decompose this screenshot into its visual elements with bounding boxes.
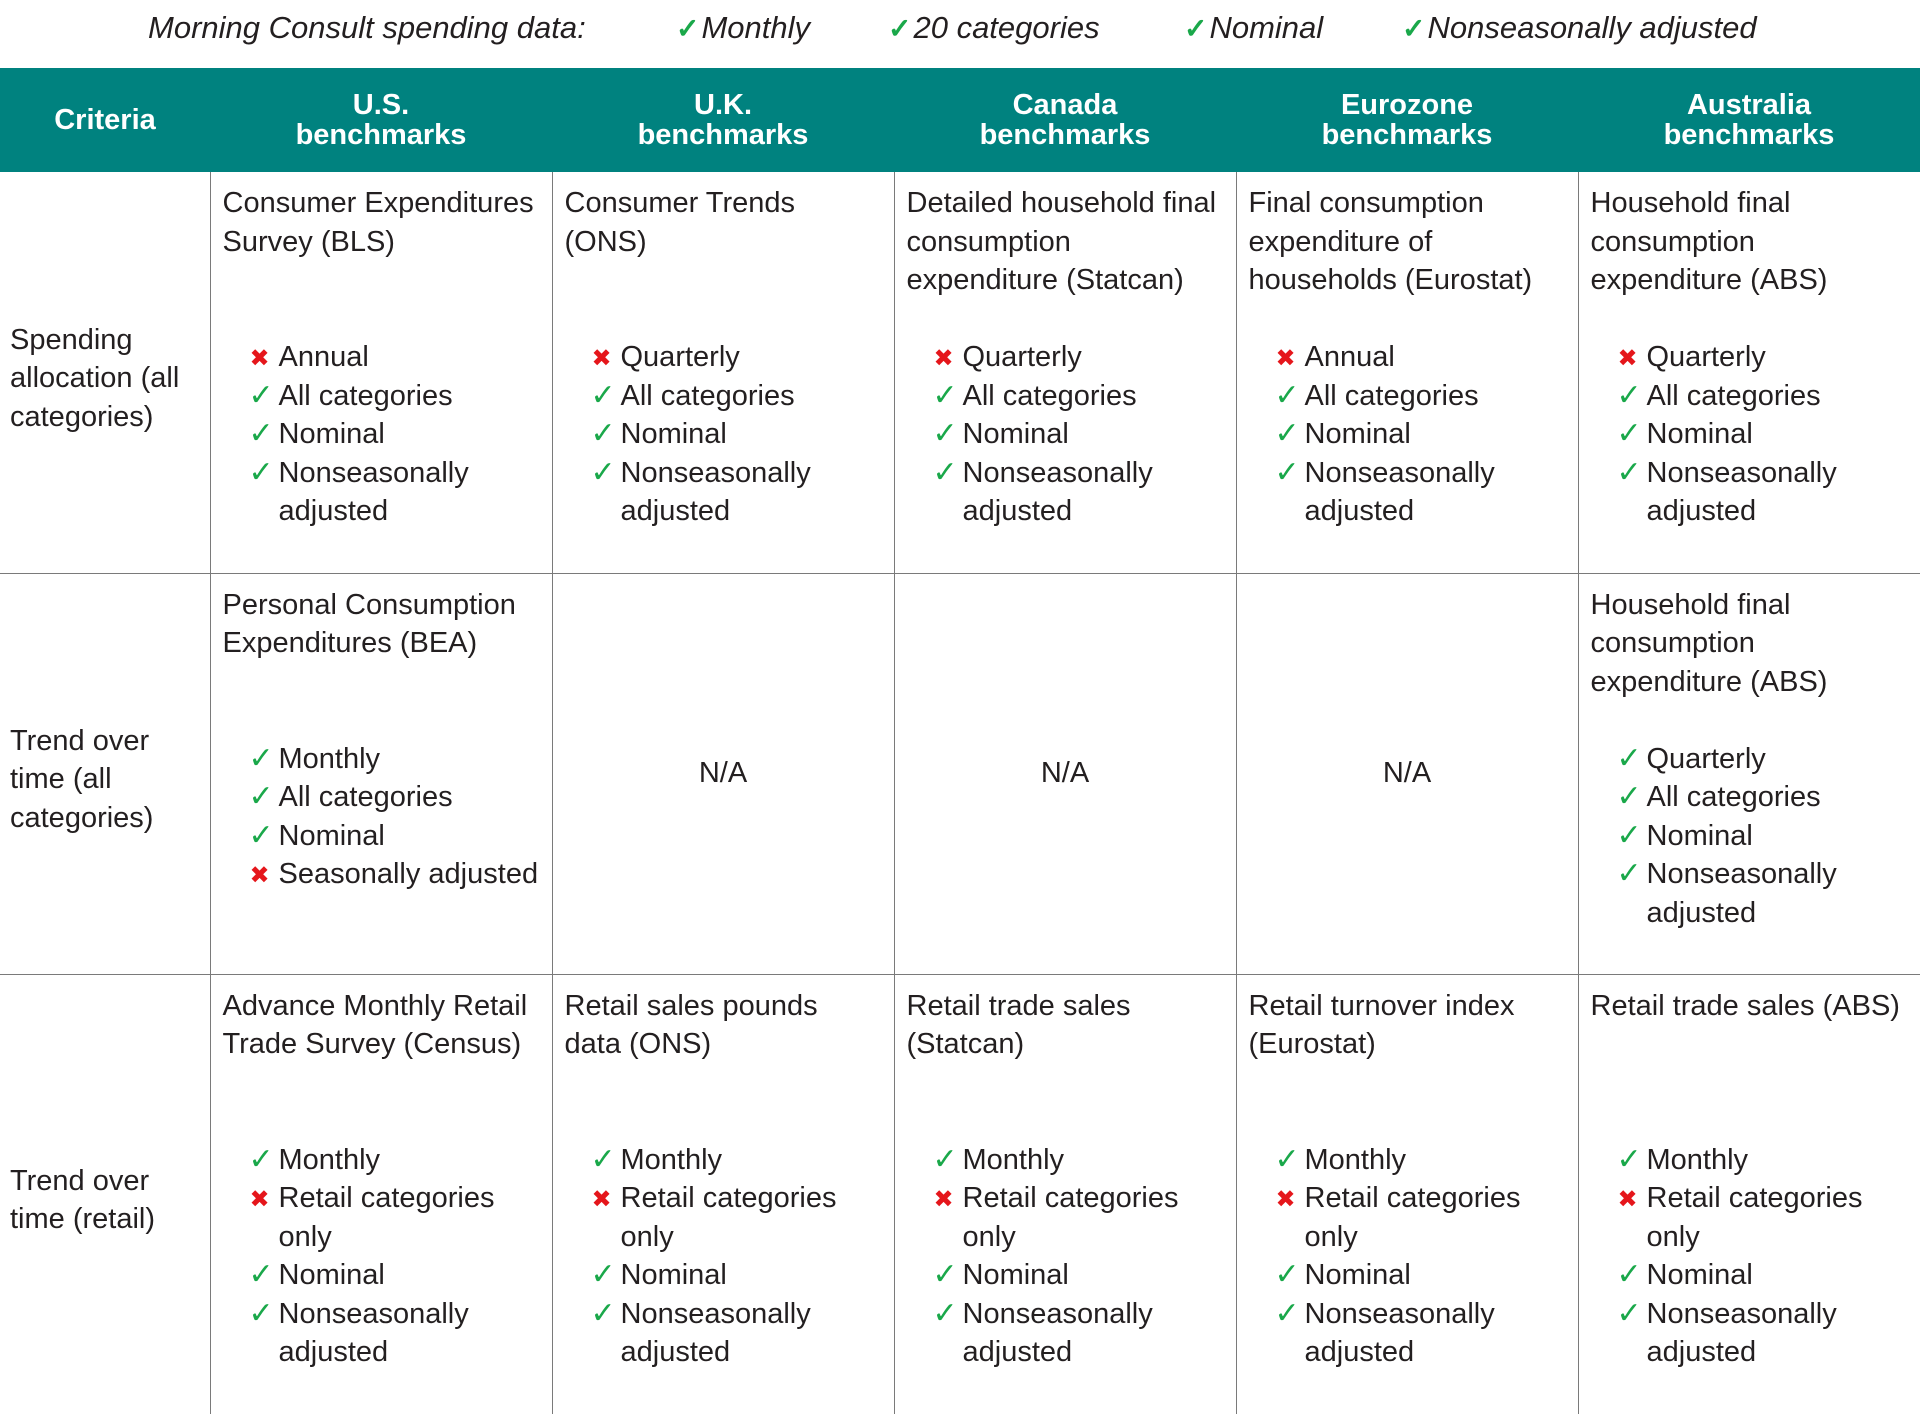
benchmark-source: Retail trade sales (Statcan) [906, 989, 1131, 1060]
check-icon: ✓ [932, 1142, 958, 1176]
feature-label: Retail categories only [278, 1182, 495, 1253]
benchmark-cell [210, 573, 552, 974]
benchmark-cell [1236, 172, 1578, 573]
feature-label: Nonseasonally adjusted [620, 1297, 811, 1368]
check-icon: ✓ [1616, 417, 1642, 450]
check-icon: ✓ [590, 417, 616, 450]
check-icon: ✓ [248, 780, 274, 813]
legend-label: Morning Consult spending data: [148, 10, 586, 45]
check-icon: ✓ [1274, 378, 1300, 412]
header-canada: Canada benchmarks [894, 68, 1236, 172]
header-uk: U.K. benchmarks [552, 68, 894, 172]
check-icon: ✓ [932, 378, 958, 412]
feature-label: Monthly [1304, 1143, 1407, 1176]
feature-item [565, 1256, 882, 1295]
benchmark-cell [1236, 974, 1578, 1414]
cross-icon: ✖ [933, 345, 954, 372]
feature-item [565, 454, 882, 531]
feature-item [565, 415, 882, 454]
benchmark-cell [552, 974, 894, 1414]
feature-item [223, 1141, 540, 1180]
feature-item [223, 855, 540, 894]
feature-item [907, 1141, 1224, 1180]
feature-item [1591, 415, 1909, 454]
feature-label: All categories [1646, 781, 1821, 813]
check-icon: ✓ [248, 417, 274, 450]
feature-label: Monthly [1646, 1143, 1749, 1176]
benchmark-source: Consumer Expenditures Survey (BLS) [222, 187, 534, 258]
feature-label: Retail categories only [1304, 1182, 1521, 1253]
check-icon: ✓ [248, 1142, 274, 1176]
check-icon: ✓ [888, 13, 912, 44]
feature-label: Nominal [1646, 819, 1753, 852]
check-icon: ✓ [1616, 1296, 1642, 1330]
benchmark-cell [210, 974, 552, 1414]
feature-label: Nominal [278, 418, 385, 450]
feature-label: Nominal [620, 1259, 727, 1291]
legend [0, 0, 1920, 68]
feature-label: Quarterly [962, 341, 1082, 373]
feature-item [1249, 1256, 1566, 1295]
check-icon: ✓ [1616, 780, 1642, 813]
benchmark-source: Household final consumption expenditure (ABS) [1590, 187, 1828, 296]
feature-item [1249, 1179, 1566, 1256]
feature-label: All categories [620, 379, 795, 412]
feature-item [1591, 1295, 1909, 1372]
feature-item [1249, 1141, 1566, 1180]
benchmark-source: Consumer Trends (ONS) [564, 187, 795, 258]
feature-item [565, 1295, 882, 1372]
header-eurozone: Eurozone benchmarks [1236, 68, 1578, 172]
feature-item [907, 415, 1224, 454]
feature-item [565, 338, 882, 377]
cross-icon: ✖ [933, 1186, 954, 1213]
feature-label: All categories [962, 379, 1137, 412]
na-cell: N/A [552, 573, 894, 974]
check-icon: ✓ [248, 818, 274, 852]
benchmark-cell [1578, 573, 1920, 974]
feature-item [1591, 1179, 1909, 1256]
feature-label: Nonseasonally adjusted [962, 1297, 1153, 1368]
cross-icon: ✖ [1617, 1186, 1638, 1213]
check-icon: ✓ [1274, 417, 1300, 450]
feature-item [223, 1179, 540, 1256]
criteria-cell: Spending allocation (all categories) [10, 323, 180, 433]
benchmark-source: Retail sales pounds data (ONS) [564, 989, 818, 1060]
feature-label: Monthly [620, 1143, 723, 1176]
feature-label: Nominal [1646, 1259, 1753, 1291]
feature-item [907, 1256, 1224, 1295]
check-icon: ✓ [1274, 1258, 1300, 1291]
benchmark-cell [894, 974, 1236, 1414]
feature-item [223, 454, 540, 531]
feature-item [223, 817, 540, 856]
feature-label: Nominal [962, 1259, 1069, 1291]
check-icon: ✓ [248, 378, 274, 412]
feature-item [565, 377, 882, 416]
cross-icon: ✖ [1275, 345, 1296, 372]
check-icon: ✓ [1274, 1142, 1300, 1176]
na-cell: N/A [1236, 573, 1578, 974]
feature-label: Nominal [1304, 1259, 1411, 1291]
check-icon: ✓ [932, 1258, 958, 1291]
feature-item [223, 778, 540, 817]
benchmarks-table [0, 68, 1920, 1414]
feature-item [1591, 1141, 1909, 1180]
check-icon: ✓ [248, 455, 274, 489]
feature-item [1591, 377, 1909, 416]
feature-label: Nominal [1646, 418, 1753, 450]
feature-item [1591, 817, 1909, 856]
feature-label: Nonseasonally adjusted [278, 456, 469, 527]
feature-label: Nonseasonally adjusted [1304, 1297, 1495, 1368]
check-icon: ✓ [1616, 857, 1642, 890]
criteria-cell: Trend over time (retail) [0, 974, 210, 1414]
benchmark-cell [1578, 974, 1920, 1414]
feature-label: All categories [1304, 379, 1479, 412]
check-icon: ✓ [1616, 378, 1642, 412]
feature-label: Nominal [278, 819, 385, 852]
feature-label: Monthly [278, 1143, 381, 1176]
feature-item [907, 377, 1224, 416]
feature-label: Nonseasonally adjusted [1646, 456, 1837, 527]
legend-item: ✓Monthly [676, 10, 811, 45]
feature-item [1249, 454, 1566, 531]
feature-label: Annual [278, 341, 369, 373]
feature-label: Nonseasonally adjusted [1646, 1297, 1837, 1368]
cross-icon: ✖ [591, 1186, 612, 1213]
benchmark-cell [210, 172, 552, 573]
feature-label: Monthly [278, 742, 381, 775]
feature-label: All categories [278, 379, 453, 412]
feature-label: Annual [1304, 341, 1395, 373]
check-icon: ✓ [590, 1296, 616, 1330]
check-icon: ✓ [248, 741, 274, 775]
check-icon: ✓ [1616, 1142, 1642, 1176]
na-cell: N/A [894, 573, 1236, 974]
check-icon: ✓ [248, 1296, 274, 1330]
benchmark-cell [552, 172, 894, 573]
check-icon: ✓ [676, 13, 700, 44]
check-icon: ✓ [932, 417, 958, 450]
cross-icon: ✖ [591, 345, 612, 372]
feature-label: Seasonally adjusted [278, 858, 539, 890]
check-icon: ✓ [590, 1142, 616, 1176]
feature-label: All categories [1646, 379, 1821, 412]
benchmark-source: Retail turnover index (Eurostat) [1248, 989, 1515, 1060]
check-icon: ✓ [590, 378, 616, 412]
feature-label: All categories [278, 781, 453, 813]
feature-item [223, 338, 540, 377]
cross-icon: ✖ [1617, 345, 1638, 372]
benchmark-cell [1578, 172, 1920, 573]
benchmark-source: Retail trade sales (ABS) [1590, 989, 1900, 1022]
feature-item [1591, 1256, 1909, 1295]
criteria-cell: Trend over time (all categories) [0, 573, 210, 974]
feature-label: Quarterly [620, 341, 740, 373]
feature-item [565, 1179, 882, 1256]
benchmark-source: Final consumption expenditure of households (Eurostat) [1248, 187, 1533, 296]
check-icon: ✓ [1402, 13, 1426, 44]
feature-item [1591, 454, 1909, 531]
benchmark-source: Personal Consumption Expenditures (BEA) [222, 588, 516, 659]
benchmark-source: Detailed household final consumption expenditure (Statcan) [906, 187, 1217, 296]
feature-label: Nonseasonally adjusted [962, 456, 1153, 527]
feature-label: Nonseasonally adjusted [1304, 456, 1495, 527]
feature-item [1591, 338, 1909, 377]
feature-item [1591, 778, 1909, 817]
cross-icon: ✖ [249, 862, 270, 889]
legend-item: ✓Nonseasonally adjusted [1402, 10, 1757, 45]
feature-item [1249, 1295, 1566, 1372]
check-icon: ✓ [932, 1296, 958, 1330]
legend-item: ✓Nominal [1184, 10, 1324, 45]
benchmark-source: Household final consumption expenditure (ABS) [1590, 588, 1828, 698]
check-icon: ✓ [590, 455, 616, 489]
check-icon: ✓ [932, 455, 958, 489]
legend-item: ✓20 categories [888, 10, 1100, 45]
feature-item [223, 1295, 540, 1372]
feature-item [223, 415, 540, 454]
check-icon: ✓ [1616, 741, 1642, 775]
feature-item [223, 740, 540, 779]
feature-label: Nonseasonally adjusted [1646, 858, 1837, 929]
feature-item [565, 1141, 882, 1180]
check-icon: ✓ [1184, 13, 1208, 44]
table-row [0, 172, 1920, 573]
feature-label: Nonseasonally adjusted [620, 456, 811, 527]
feature-label: Nominal [278, 1259, 385, 1291]
feature-label: Retail categories only [1646, 1182, 1863, 1253]
benchmark-source: Advance Monthly Retail Trade Survey (Census) [222, 989, 528, 1060]
feature-label: Retail categories only [620, 1182, 837, 1253]
check-icon: ✓ [1274, 1296, 1300, 1330]
benchmark-cell [894, 172, 1236, 573]
header-criteria: Criteria [0, 68, 210, 172]
feature-item [907, 1179, 1224, 1256]
feature-label: Nominal [1304, 418, 1411, 450]
check-icon: ✓ [590, 1258, 616, 1291]
feature-label: Nominal [620, 418, 727, 450]
table-row [0, 974, 1920, 1414]
check-icon: ✓ [1616, 455, 1642, 489]
check-icon: ✓ [1274, 455, 1300, 489]
feature-label: Retail categories only [962, 1182, 1179, 1253]
header-australia: Australia benchmarks [1578, 68, 1920, 172]
feature-item [907, 338, 1224, 377]
cross-icon: ✖ [1275, 1186, 1296, 1213]
feature-item [1249, 338, 1566, 377]
header-us: U.S. benchmarks [210, 68, 552, 172]
feature-item [907, 454, 1224, 531]
cross-icon: ✖ [249, 1186, 270, 1213]
feature-label: Quarterly [1646, 742, 1766, 775]
cross-icon: ✖ [249, 345, 270, 372]
feature-label: Nominal [962, 418, 1069, 450]
feature-label: Nonseasonally adjusted [278, 1297, 469, 1368]
check-icon: ✓ [1616, 818, 1642, 852]
feature-label: Monthly [962, 1143, 1065, 1176]
check-icon: ✓ [248, 1258, 274, 1291]
feature-item [1591, 740, 1909, 779]
feature-label: Quarterly [1646, 341, 1766, 373]
feature-item [907, 1295, 1224, 1372]
table-body [0, 172, 1920, 1414]
table-row [0, 573, 1920, 974]
feature-item [223, 1256, 540, 1295]
feature-item [1249, 377, 1566, 416]
table-header-row [0, 68, 1920, 172]
feature-item [1591, 855, 1909, 932]
feature-item [223, 377, 540, 416]
feature-item [1249, 415, 1566, 454]
check-icon: ✓ [1616, 1258, 1642, 1291]
